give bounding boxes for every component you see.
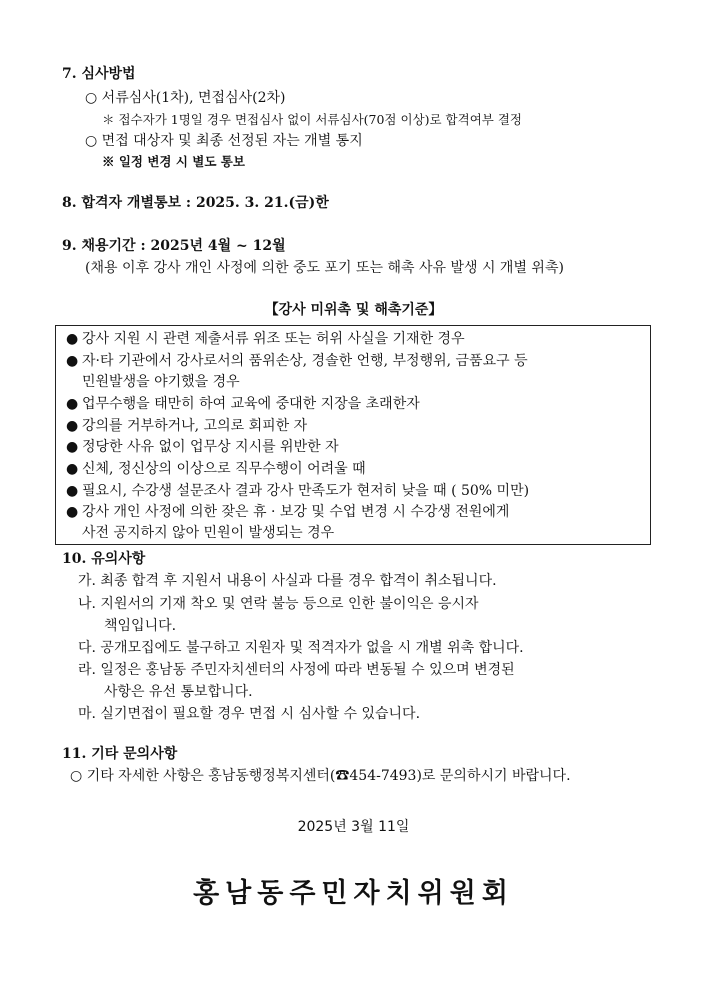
document-date: 2025년 3월 11일 [297, 819, 410, 835]
notice-item: 나. 지원서의 기재 착오 및 연락 불능 등으로 인한 불이익은 응시자 [78, 596, 479, 612]
bullet-icon: ● [66, 461, 79, 477]
section-7-item-1: ○ 서류심사(1차), 면접심사(2차) [85, 90, 286, 106]
criteria-item: ● 업무수행을 태만히 하여 교육에 중대한 지장을 초래한자 [66, 396, 420, 412]
bullet-icon: ● [66, 439, 79, 455]
section-9-note: (채용 이후 강사 개인 사정에 의한 중도 포기 또는 해촉 사유 발생 시 개별 위촉) [85, 260, 564, 276]
organization-name: 홍남동주민자치위원회 [193, 878, 514, 909]
section-7-note: ＊ 접수자가 1명일 경우 면접심사 없이 서류심사(70점 이상)로 합격여부 결정 [102, 112, 522, 127]
criteria-title: 【강사 미위촉 및 해촉기준】 [264, 302, 443, 318]
criteria-item: ● 자·타 기관에서 강사로서의 품위손상, 경솔한 언행, 부정행위, 금품요구 등 [66, 353, 528, 369]
notice-item: 다. 공개모집에도 불구하고 지원자 및 적격자가 없을 시 개별 위촉 합니다. [78, 640, 524, 656]
section-7-item-2: ○ 면접 대상자 및 최종 선정된 자는 개별 통지 [85, 133, 363, 149]
criteria-item: ● 정당한 사유 없이 업무상 지시를 위반한 자 [66, 439, 339, 455]
criteria-item: ● 강사 지원 시 관련 제출서류 위조 또는 허위 사실을 기재한 경우 [66, 331, 465, 347]
criteria-item: ● 신체, 정신상의 이상으로 직무수행이 어려울 때 [66, 461, 366, 477]
criteria-item: ● 강사 개인 사정에 의한 잦은 휴 · 보강 및 수업 변경 시 수강생 전원에게 [66, 504, 510, 520]
criteria-item-continuation: 사전 공지하지 않아 민원이 발생되는 경우 [82, 525, 335, 541]
section-8-heading: 8. 합격자 개별통보 : 2025. 3. 21.(금)한 [62, 195, 329, 211]
bullet-icon: ● [66, 483, 79, 499]
criteria-item: ● 강의를 거부하거나, 고의로 회피한 자 [66, 418, 308, 434]
notice-item: 라. 일정은 홍남동 주민자치센터의 사정에 따라 변동될 수 있으며 변경된 [78, 662, 515, 678]
criteria-box [55, 325, 651, 545]
bullet-icon: ● [66, 353, 79, 369]
section-7-heading: 7. 심사방법 [62, 66, 136, 82]
section-10-heading: 10. 유의사항 [62, 551, 146, 567]
section-7-schedule-note: ※ 일정 변경 시 별도 통보 [102, 154, 245, 169]
notice-item-continuation: 사항은 유선 통보합니다. [104, 684, 253, 700]
criteria-item: ● 필요시, 수강생 설문조사 결과 강사 만족도가 현저히 낮을 때 ( 50% 미만) [66, 483, 530, 499]
section-11-contact: ○ 기타 자세한 사항은 홍남동행정복지센터(☎454-7493)로 문의하시기 바랍니다. [70, 768, 571, 784]
bullet-icon: ● [66, 396, 79, 412]
bullet-icon: ● [66, 418, 79, 434]
bullet-icon: ● [66, 331, 79, 347]
bullet-icon: ● [66, 504, 79, 520]
section-11-heading: 11. 기타 문의사항 [62, 746, 178, 762]
notice-item-continuation: 책임입니다. [104, 618, 177, 634]
notice-item: 가. 최종 합격 후 지원서 내용이 사실과 다를 경우 합격이 취소됩니다. [78, 573, 497, 589]
criteria-item-continuation: 민원발생을 야기했을 경우 [82, 374, 240, 390]
section-9-heading: 9. 채용기간 : 2025년 4월 ~ 12월 [62, 238, 286, 254]
notice-item: 마. 실기면접이 필요할 경우 면접 시 심사할 수 있습니다. [78, 706, 421, 722]
